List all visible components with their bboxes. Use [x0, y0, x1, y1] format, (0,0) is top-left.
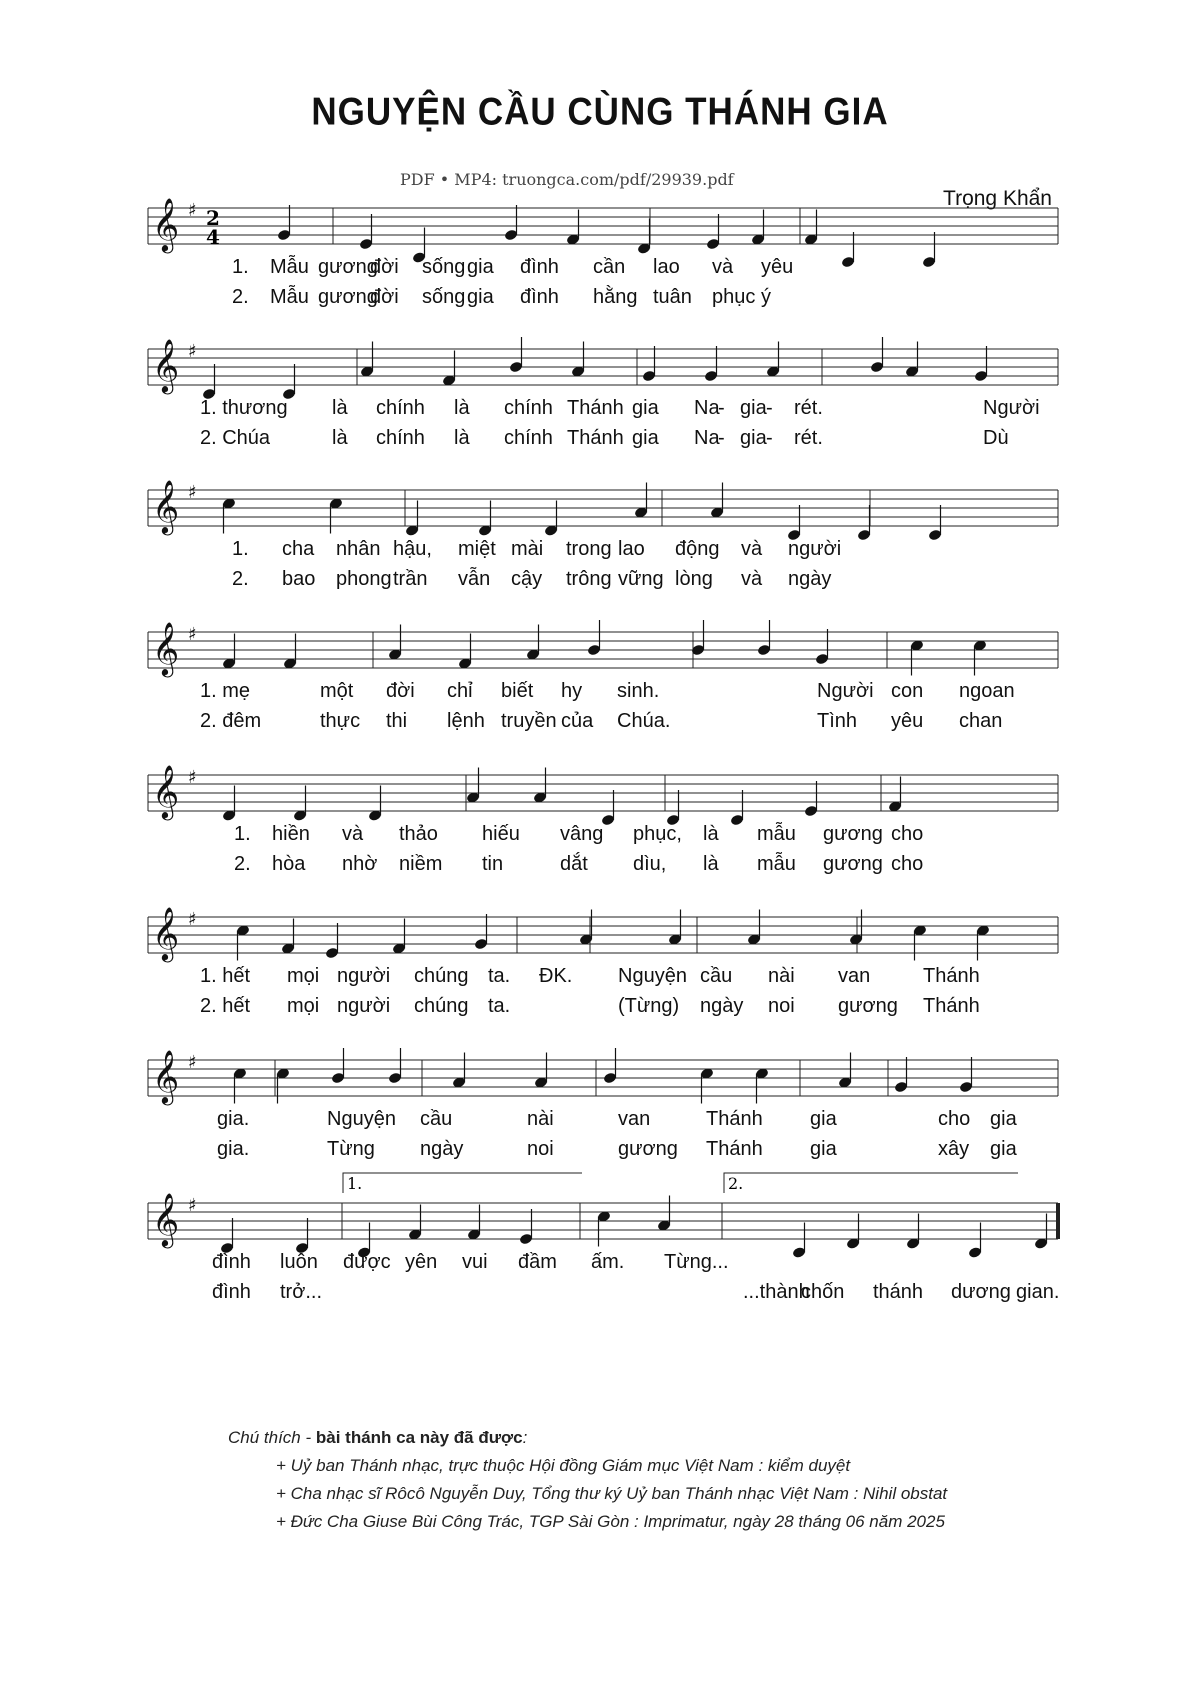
staff [0, 592, 1200, 692]
footnote-item: + Uỷ ban Thánh nhạc, trực thuộc Hội đồng Giám mục Việt Nam : kiểm duyệt [276, 1456, 851, 1475]
lyric-verse2-word: gương [318, 286, 378, 308]
lyric-verse1-word: Na [694, 397, 720, 419]
lyric-verse1-word: hy [561, 680, 583, 702]
lyric-verse2-word: noi [527, 1138, 554, 1160]
lyric-verse2-word: gia [810, 1138, 837, 1160]
lyric-verse1-word: một [320, 680, 354, 702]
lyric-verse2-word: trông [566, 568, 612, 590]
music-system [0, 1020, 1200, 1180]
volta-bracket [724, 1173, 1018, 1193]
lyric-verse1-word: 1. [234, 823, 251, 845]
treble-clef-icon: 𝄞 [152, 338, 180, 392]
lyric-verse2-word: bao [282, 568, 316, 590]
lyric-verse1-word: cần [593, 256, 626, 278]
volta-bracket [343, 1173, 582, 1193]
lyric-verse2-word: tin [482, 853, 504, 875]
lyric-verse1-word: Từng... [664, 1251, 729, 1273]
lyric-verse2-word: Tình [817, 710, 858, 732]
lyric-verse1-word: ngoan [959, 680, 1015, 702]
music-system [0, 450, 1200, 610]
lyric-verse2-word: - [718, 427, 725, 449]
lyric-verse1-word: gương [318, 256, 378, 278]
lyric-verse2-word: Thánh [567, 427, 624, 449]
lyric-verse2-word: 2. đêm [200, 710, 262, 732]
lyric-verse2-word: (Từng) [618, 995, 680, 1017]
lyric-verse1-word: chính [376, 397, 425, 419]
lyric-verse1-word: yêu [761, 256, 794, 278]
lyric-verse2-word: chốn [801, 1281, 845, 1303]
lyric-verse2-word: - [766, 427, 773, 449]
staff [0, 1020, 1200, 1120]
lyric-verse2-word: yêu [891, 710, 924, 732]
lyric-verse2-word: vẫn [458, 568, 491, 590]
lyric-verse1-word: phục, [633, 823, 682, 845]
lyric-verse2-word: chúng [414, 995, 469, 1017]
lyric-verse1-word: chỉ [447, 680, 473, 702]
lyric-verse1-word: đời [370, 256, 399, 278]
lyric-verse1-word: mọi [287, 965, 320, 987]
lyric-verse2-word: đình [520, 286, 559, 308]
lyric-verse1-word: van [618, 1108, 651, 1130]
composer-name: Trọng Khẩn [943, 187, 1052, 210]
lyric-verse1-word: Nguyện [327, 1108, 396, 1130]
lyric-verse2-word: trở... [280, 1281, 323, 1303]
lyric-verse2-word: chính [376, 427, 425, 449]
lyric-verse2-word: chính [504, 427, 553, 449]
lyric-verse2-word: Thánh [706, 1138, 763, 1160]
lyric-verse1-word: - [718, 397, 725, 419]
source-link[interactable]: PDF • MP4: truongca.com/pdf/29939.pdf [400, 170, 734, 189]
lyric-verse1-word: Người [817, 680, 874, 702]
lyric-verse2-word: lòng [675, 568, 713, 590]
lyric-verse1-word: trong [566, 538, 612, 560]
lyric-verse2-word: xây [938, 1138, 970, 1160]
lyric-verse1-word: Thánh [923, 965, 980, 987]
lyric-verse1-word: nài [768, 965, 795, 987]
lyric-verse1-word: cầu [700, 965, 733, 987]
lyric-verse1-word: Nguyện [618, 965, 687, 987]
lyric-verse1-word: gia [467, 256, 494, 278]
lyric-verse2-word: hòa [272, 853, 306, 875]
staff [0, 168, 1200, 268]
lyric-verse1-word: van [838, 965, 871, 987]
staff [0, 309, 1200, 409]
lyric-verse2-word: hằng [593, 286, 638, 308]
lyric-verse2-word: cho [891, 853, 924, 875]
treble-clef-icon: 𝄞 [152, 906, 180, 960]
lyric-verse1-word: sinh. [617, 680, 660, 702]
lyric-verse1-word: và [741, 538, 763, 560]
lyric-verse2-word: thánh [873, 1281, 924, 1303]
lyric-verse1-word: động [675, 538, 720, 560]
lyric-verse1-word: luôn [280, 1251, 318, 1273]
lyric-verse2-word: gia [632, 427, 659, 449]
treble-clef-icon: 𝄞 [152, 1192, 180, 1246]
lyric-verse1-word: cầu [420, 1108, 453, 1130]
volta-label: 1. [347, 1174, 363, 1193]
lyric-verse1-word: đình [520, 256, 559, 278]
treble-clef-icon: 𝄞 [152, 197, 180, 251]
lyric-verse2-word: của [561, 710, 594, 732]
lyric-verse1-word: hậu, [393, 538, 432, 560]
lyric-verse1-word: chúng [414, 965, 469, 987]
lyric-verse1-word: và [712, 256, 734, 278]
lyric-verse2-word: ...thành [743, 1281, 810, 1303]
lyric-verse1-word: 1. mẹ [200, 680, 251, 702]
lyric-verse1-word: chính [504, 397, 553, 419]
lyric-verse2-word: ngày [700, 995, 744, 1017]
lyric-verse2-word: thực [320, 710, 361, 732]
lyric-verse2-word: 2. [232, 286, 249, 308]
lyric-verse2-word: truyền [501, 710, 557, 732]
lyric-verse2-word: dìu, [633, 853, 667, 875]
lyric-verse1-word: 1. hết [200, 965, 251, 987]
staff [0, 877, 1200, 977]
lyric-verse2-word: Dù [983, 427, 1009, 449]
lyric-verse2-word: dương [951, 1281, 1011, 1303]
staff [0, 450, 1200, 550]
lyric-verse1-word: lao [653, 256, 680, 278]
lyric-verse2-word: 2. Chúa [200, 427, 271, 449]
footnote-intro-bold: bài thánh ca này đã được [315, 1428, 523, 1447]
music-system [0, 735, 1200, 895]
lyric-verse2-word: 2. [234, 853, 251, 875]
treble-clef-icon: 𝄞 [152, 479, 180, 533]
lyric-verse2-word: tuân [653, 286, 692, 308]
music-system [0, 309, 1200, 469]
lyric-verse1-word: mẫu [757, 823, 796, 845]
key-sharp-icon: ♯ [188, 767, 197, 788]
lyric-verse2-word: Na [694, 427, 720, 449]
lyric-verse2-word: Chúa. [617, 710, 671, 732]
lyric-verse1-word: ấm. [591, 1251, 625, 1273]
lyric-verse1-word: là [332, 397, 348, 419]
lyric-verse2-word: gian. [1016, 1281, 1060, 1303]
lyric-verse1-word: người [788, 538, 842, 560]
lyric-verse1-word: 1. [232, 256, 249, 278]
lyric-verse1-word: Mẫu [270, 256, 309, 278]
lyric-verse1-word: và [342, 823, 364, 845]
lyric-verse2-word: gia [467, 286, 494, 308]
lyric-verse1-word: Thánh [706, 1108, 763, 1130]
lyric-verse1-word: nài [527, 1108, 554, 1130]
lyric-verse2-word: Từng [327, 1138, 375, 1160]
lyric-verse2-word: thi [386, 710, 408, 732]
key-sharp-icon: ♯ [188, 200, 197, 221]
lyric-verse2-word: gia [740, 427, 767, 449]
lyric-verse2-word: chan [959, 710, 1003, 732]
key-sharp-icon: ♯ [188, 909, 197, 930]
lyric-verse2-word: người [337, 995, 391, 1017]
lyric-verse1-word: ĐK. [539, 965, 573, 987]
lyric-verse1-word: miệt [458, 538, 496, 560]
key-sharp-icon: ♯ [188, 624, 197, 645]
lyric-verse2-word: gia. [217, 1138, 250, 1160]
music-system [0, 592, 1200, 752]
lyric-verse1-word: nhân [336, 538, 381, 560]
lyric-verse1-word: thảo [399, 823, 438, 845]
music-system [0, 1163, 1200, 1323]
lyric-verse1-word: cho [938, 1108, 971, 1130]
lyric-verse2-word: mẫu [757, 853, 796, 875]
lyric-verse1-word: 1. thương [200, 397, 288, 419]
lyric-verse2-word: ta. [488, 995, 511, 1017]
lyric-verse2-word: đình [212, 1281, 251, 1303]
key-sharp-icon: ♯ [188, 1052, 197, 1073]
key-sharp-icon: ♯ [188, 1195, 197, 1216]
lyric-verse1-word: được [343, 1251, 391, 1273]
time-signature-bottom: 4 [206, 225, 220, 249]
treble-clef-icon: 𝄞 [152, 621, 180, 675]
lyric-verse2-word: vững [618, 568, 664, 590]
lyric-verse1-word: lao [618, 538, 645, 560]
lyric-verse2-word: 2. [232, 568, 249, 590]
lyric-verse1-word: rét. [794, 397, 823, 419]
lyric-verse2-word: 2. hết [200, 995, 251, 1017]
lyric-verse1-word: vâng [560, 823, 604, 845]
lyric-verse1-word: - [766, 397, 773, 419]
lyric-verse1-word: 1. [232, 538, 249, 560]
lyric-verse2-word: Thánh [923, 995, 980, 1017]
lyric-verse1-word: cha [282, 538, 315, 560]
lyric-verse1-word: đầm [518, 1251, 557, 1273]
lyric-verse2-word: gương [618, 1138, 678, 1160]
staff [0, 1163, 1200, 1263]
time-signature-top: 2 [206, 206, 220, 230]
lyric-verse1-word: là [703, 823, 719, 845]
lyric-verse1-word: vui [462, 1251, 488, 1273]
lyric-verse1-word: gia [632, 397, 659, 419]
lyric-verse1-word: hiền [272, 823, 310, 845]
lyric-verse2-word: rét. [794, 427, 823, 449]
lyric-verse1-word: gia [740, 397, 767, 419]
music-system [0, 877, 1200, 1037]
lyric-verse1-word: đời [386, 680, 415, 702]
key-sharp-icon: ♯ [188, 341, 197, 362]
footnote-intro: Chú thích - bài thánh ca này đã được: [228, 1428, 528, 1447]
lyric-verse1-word: con [891, 680, 924, 702]
lyric-verse2-word: là [454, 427, 470, 449]
lyric-verse2-word: phong [336, 568, 392, 590]
lyric-verse2-word: sống [422, 286, 466, 308]
lyric-verse2-word: cậy [511, 568, 543, 590]
key-sharp-icon: ♯ [188, 482, 197, 503]
footnote-block [228, 1428, 1108, 1540]
lyric-verse2-word: là [703, 853, 719, 875]
lyric-verse1-word: gia [990, 1108, 1017, 1130]
lyric-verse1-word: mài [511, 538, 544, 560]
lyric-verse1-word: là [454, 397, 470, 419]
lyric-verse2-word: noi [768, 995, 795, 1017]
lyric-verse2-word: ý [761, 286, 771, 308]
lyric-verse1-word: người [337, 965, 391, 987]
lyric-verse2-word: và [741, 568, 763, 590]
lyric-verse2-word: gương [823, 853, 883, 875]
lyric-verse1-word: biết [501, 680, 534, 702]
footnote-item: + Đức Cha Giuse Bùi Công Trác, TGP Sài Gòn : Imprimatur, ngày 28 tháng 06 năm 2025 [276, 1512, 945, 1531]
lyric-verse2-word: phục [712, 286, 756, 308]
lyric-verse1-word: đình [212, 1251, 251, 1273]
lyric-verse2-word: ngày [420, 1138, 464, 1160]
lyric-verse1-word: yên [405, 1251, 438, 1273]
footnote-item: + Cha nhạc sĩ Rôcô Nguyễn Duy, Tổng thư ký Uỷ ban Thánh nhạc Việt Nam : Nihil obstat [276, 1484, 948, 1503]
lyric-verse1-word: hiếu [482, 823, 520, 845]
lyric-verse1-word: Người [983, 397, 1040, 419]
song-title: NGUYỆN CẦU CÙNG THÁNH GIA [311, 89, 889, 134]
lyric-verse2-word: trần [393, 568, 428, 590]
lyric-verse2-word: đời [370, 286, 399, 308]
lyric-verse2-word: gương [838, 995, 898, 1017]
lyric-verse2-word: lệnh [447, 710, 485, 732]
lyric-verse1-word: sống [422, 256, 466, 278]
lyric-verse1-word: Thánh [567, 397, 624, 419]
treble-clef-icon: 𝄞 [152, 1049, 180, 1103]
volta-label: 2. [728, 1174, 744, 1193]
music-system [0, 168, 1200, 328]
lyric-verse1-word: gương [823, 823, 883, 845]
lyric-verse2-word: mọi [287, 995, 320, 1017]
lyric-verse1-word: cho [891, 823, 924, 845]
lyric-verse2-word: niềm [399, 853, 443, 875]
lyric-verse2-word: ngày [788, 568, 832, 590]
lyric-verse2-word: dắt [560, 853, 588, 875]
footnote-label: Chú thích [228, 1428, 301, 1447]
staff [0, 735, 1200, 835]
lyric-verse2-word: là [332, 427, 348, 449]
lyric-verse1-word: gia [810, 1108, 837, 1130]
treble-clef-icon: 𝄞 [152, 764, 180, 818]
lyric-verse2-word: nhờ [342, 853, 378, 875]
lyric-verse2-word: gia [990, 1138, 1017, 1160]
lyric-verse1-word: gia. [217, 1108, 250, 1130]
lyric-verse2-word: Mẫu [270, 286, 309, 308]
lyric-verse1-word: ta. [488, 965, 511, 987]
